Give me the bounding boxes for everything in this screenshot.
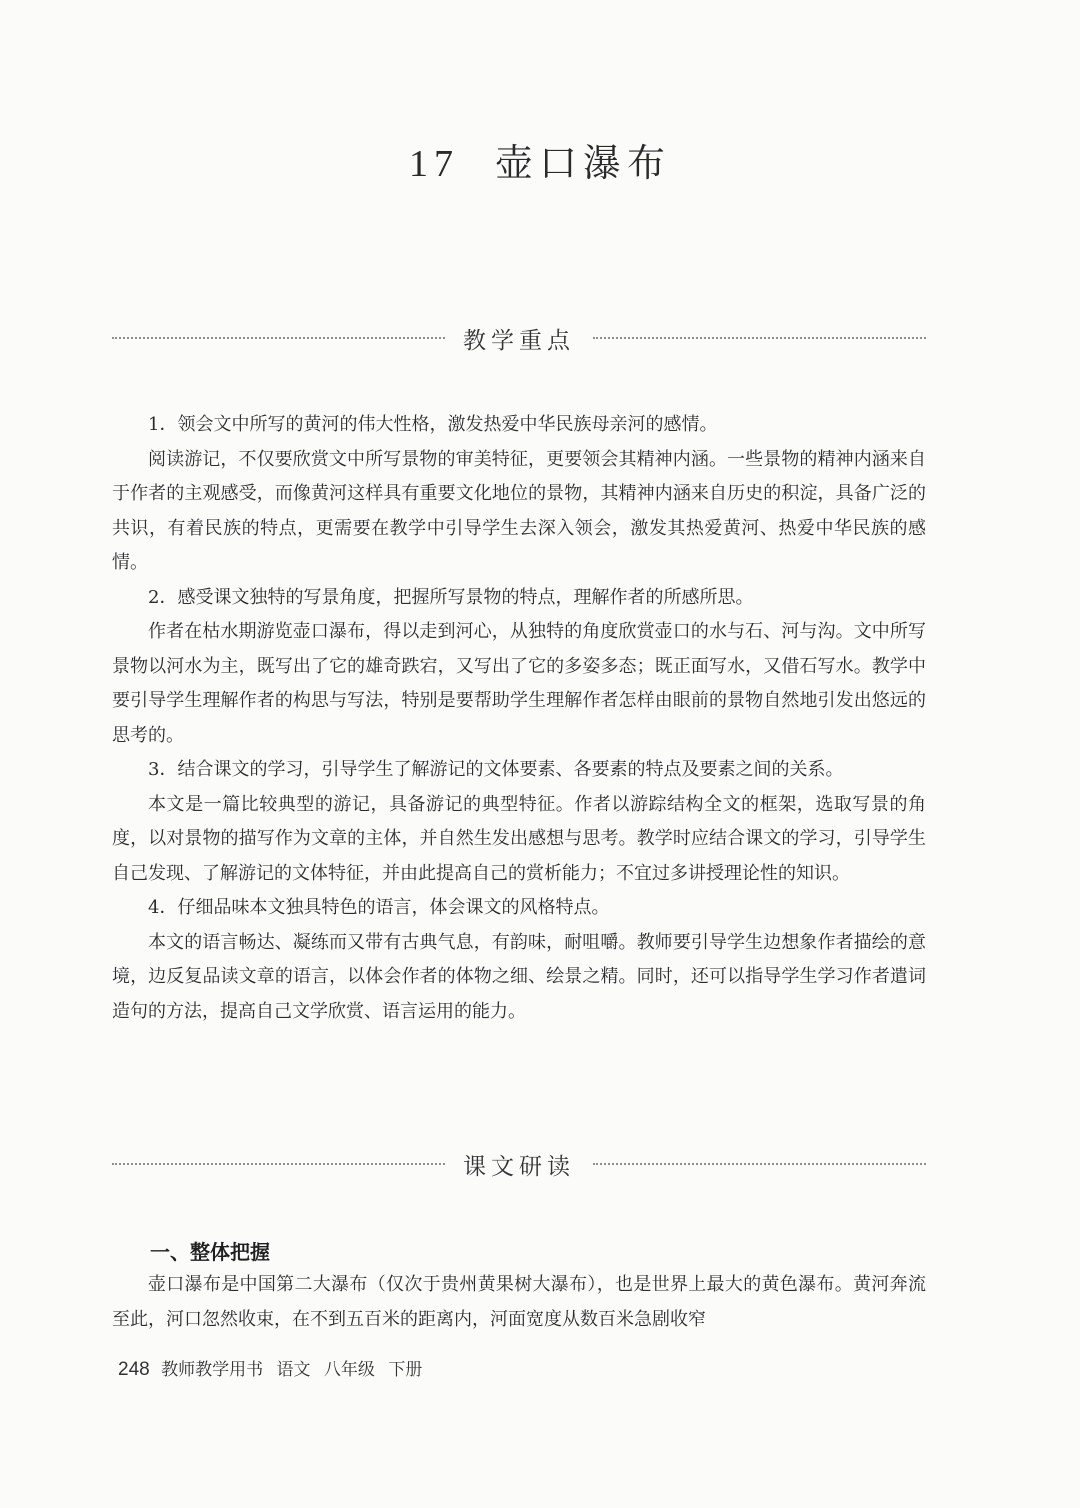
subject-name: 语文: [276, 1360, 311, 1380]
chapter-number: 17: [408, 143, 459, 185]
focus-point-2: 2．感受课文独特的写景角度，把握所写景物的特点，理解作者的所感所思。: [148, 586, 754, 608]
dotted-rule-right: [593, 1163, 926, 1165]
page-number: 248: [118, 1359, 150, 1380]
page-footer: [118, 1355, 430, 1381]
focus-point-3-detail: 本文是一篇比较典型的游记，具备游记的典型特征。作者以游踪结构全文的框架，选取写景的角度，以对景物的描写作为文章的主体，并自然生发出感想与思考。教学时应结合课文的学习，引导学生自己发现、了解游记的文体特征，并由此提高自己的赏析能力；不宜过多讲授理论性的知识。: [112, 793, 926, 884]
text-study-body: [112, 1268, 926, 1337]
focus-point-3: 3．结合课文的学习，引导学生了解游记的文体要素、各要素的特点及要素之间的关系。: [148, 759, 844, 780]
chapter-title: [0, 132, 1080, 187]
focus-point-2-detail: 作者在枯水期游览壶口瀑布，得以走到河心，从独特的角度欣赏壶口的水与石、河与沟。文中所写景物以河水为主，既写出了它的雄奇跌宕，又写出了它的多姿多态；既正面写水，又借石写水。教学中要引导学生理解作者的构思与写法，特别是要帮助学生理解作者怎样由眼前的景物自然地引发出悠远的思考的。: [112, 621, 926, 746]
section-label: 课文研读: [463, 1153, 575, 1180]
section-header-teaching-focus: [112, 318, 926, 358]
focus-point-4: 4．仔细品味本文独具特色的语言，体会课文的风格特点。: [148, 897, 610, 918]
dotted-rule-left: [112, 337, 445, 339]
section-header-text-study: [112, 1144, 926, 1184]
dotted-rule-left: [112, 1163, 445, 1165]
teaching-focus-body: [112, 408, 926, 1029]
overall-paragraph: 壶口瀑布是中国第二大瀑布（仅次于贵州黄果树大瀑布），也是世界上最大的黄色瀑布。黄河奔流至此，河口忽然收束，在不到五百米的距离内，河面宽度从数百米急剧收窄: [112, 1274, 926, 1330]
volume-name: 下册: [388, 1360, 423, 1380]
sub-heading-overall: 一、整体把握: [150, 1240, 270, 1264]
focus-point-4-detail: 本文的语言畅达、凝练而又带有古典气息，有韵味，耐咀嚼。教师要引导学生边想象作者描绘的意境，边反复品读文章的语言，以体会作者的体物之细、绘景之精。同时，还可以指导学生学习作者遣词造句的方法，提高自己文学欣赏、语言运用的能力。: [112, 931, 926, 1022]
section-label: 教学重点: [463, 327, 575, 354]
focus-point-1-detail: 阅读游记，不仅要欣赏文中所写景物的审美特征，更要领会其精神内涵。一些景物的精神内涵来自于作者的主观感受，而像黄河这样具有重要文化地位的景物，其精神内涵来自历史的积淀，具备广泛的共识，有着民族的特点，更需要在教学中引导学生去深入领会，激发其热爱黄河、热爱中华民族的感情。: [112, 448, 926, 573]
focus-point-1: 1．领会文中所写的黄河的伟大性格，激发热爱中华民族母亲河的感情。: [148, 414, 718, 435]
dotted-rule-right: [593, 337, 926, 339]
book-name: 教师教学用书: [161, 1360, 264, 1380]
grade-name: 八年级: [323, 1360, 375, 1380]
chapter-title-text: 壶口瀑布: [494, 141, 671, 185]
